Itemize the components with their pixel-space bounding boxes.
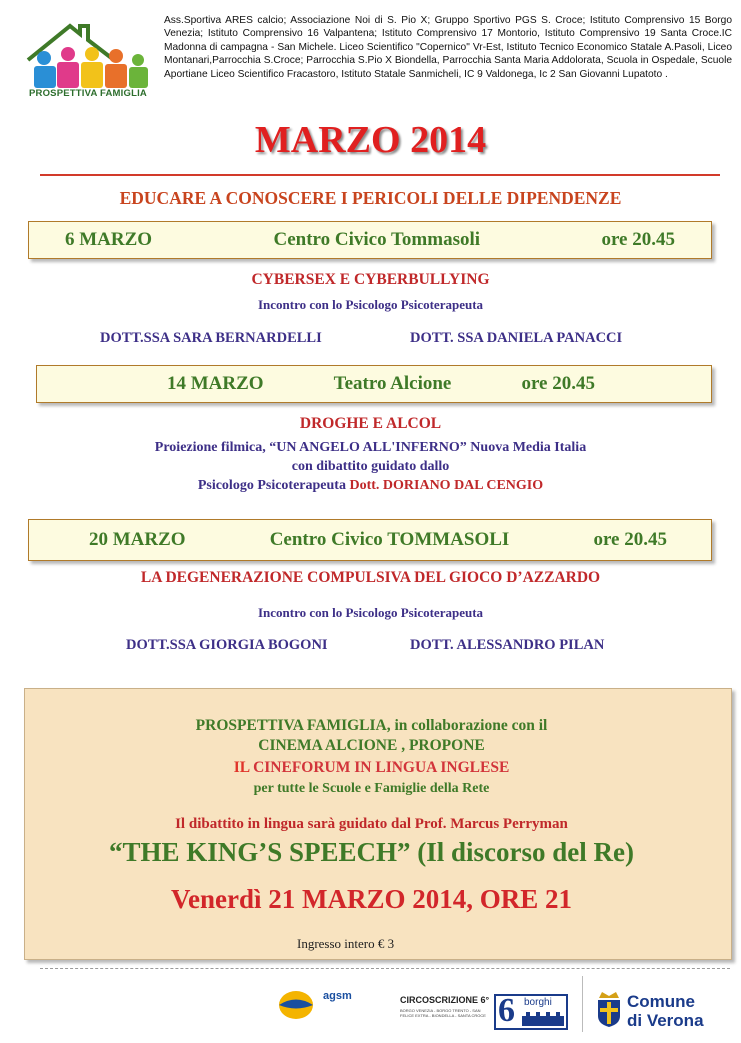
promo-line: PROSPETTIVA FAMIGLIA, in collaborazione con il xyxy=(195,717,548,734)
event-date: 20 MARZO xyxy=(89,529,186,550)
circoscrizione-logo xyxy=(494,994,568,1030)
event-speaker xyxy=(0,478,741,494)
cineforum-box xyxy=(24,688,732,960)
event-meeting: Incontro con lo Psicologo Psicoterapeuta xyxy=(257,605,484,620)
agsm-label: agsm xyxy=(323,990,352,1002)
circoscrizione-title: CIRCOSCRIZIONE 6° xyxy=(400,995,490,1005)
promo-debate: Il dibattito in lingua sarà guidato dal Prof. Marcus Perryman xyxy=(175,816,568,832)
film-title: “THE KING’S SPEECH” (Il discorso del Re) xyxy=(108,837,635,867)
title-divider xyxy=(40,174,720,176)
event-venue: Teatro Alcione xyxy=(333,373,452,394)
comune-city-label: di Verona xyxy=(627,1011,704,1030)
comune-label: Comune xyxy=(627,992,695,1011)
event-time: ore 20.45 xyxy=(593,529,667,550)
promo-line: per tutte le Scuole e Famiglie della Rete xyxy=(253,781,490,796)
speaker-role: Psicologo Psicoterapeuta xyxy=(197,478,350,493)
event-description: con dibattito guidato dallo xyxy=(291,459,450,474)
verona-coat-of-arms-icon xyxy=(596,990,622,1028)
event-box-1 xyxy=(28,221,712,259)
promo-line-prefix: IL xyxy=(233,759,254,776)
ticket-price: Ingresso intero € 3 xyxy=(297,936,395,951)
event-topic: LA DEGENERAZIONE COMPULSIVA DEL GIOCO D’AZZARDO xyxy=(140,569,601,586)
circoscrizione-borghi: borghi xyxy=(524,997,552,1008)
event-doctor: DOTT. ALESSANDRO PILAN xyxy=(410,637,605,653)
page-title: MARZO 2014 xyxy=(254,119,487,161)
screening-date: Venerdì 21 MARZO 2014, ORE 21 xyxy=(170,884,572,914)
event-meeting: Incontro con lo Psicologo Psicoterapeuta xyxy=(257,297,484,312)
promo-line: CINEMA ALCIONE , PROPONE xyxy=(258,737,485,754)
event-time: ore 20.45 xyxy=(521,373,595,394)
promo-line-highlight: CINEFORUM IN LINGUA INGLESE xyxy=(253,759,510,776)
event-doctor: DOTT. SSA DANIELA PANACCI xyxy=(410,330,623,346)
event-box-2 xyxy=(36,365,712,403)
page-subtitle: EDUCARE A CONOSCERE I PERICOLI DELLE DIPENDENZE xyxy=(119,188,622,208)
event-date: 14 MARZO xyxy=(167,373,264,394)
event-venue: Centro Civico TOMMASOLI xyxy=(269,529,510,550)
promo-line xyxy=(1,759,741,777)
event-time: ore 20.45 xyxy=(601,229,675,250)
footer-divider xyxy=(40,968,730,969)
puzzle-figures-icon xyxy=(34,47,148,88)
circoscrizione-subtitle: BORGO VENEZIA - BORGO TRENTO - SAN FELICE EXTRA - BIONDELLA - SANTA CROCE xyxy=(400,1008,486,1018)
agsm-logo-icon xyxy=(276,988,316,1022)
partners-list: Ass.Sportiva ARES calcio; Associazione Noi di S. Pio X; Gruppo Sportivo PGS S. Croce; Istituto Comprensivo 15 Borgo Venezia; Istituto Comprensivo 16 Valpantena; Istituto Comprensivo 17 Montorio, Istituto Comprensivo 19 Santa Croce.IC Madonna di campagna - San Michele. Liceo Scientifico "Copernico" Vr-Est, Istituto Tecnico Economico Statale A.Pasoli, Liceo Montanari,Parrocchia S.Croce; Parrocchia S.Pio X Biondella, Parrocchia Santa Maria Addolorata, Scuola in Ospedale, Scuole Aportiane Liceo Scientifico Fracastoro, Istituto Statale Sanmicheli, IC 9 Valdonega, Ic 2 San Giovanni Lupatoto . xyxy=(164,15,732,80)
footer-separator xyxy=(582,976,583,1032)
castle-icon xyxy=(522,1012,564,1026)
logo-caption: PROSPETTIVA FAMIGLIA xyxy=(28,88,147,99)
event-doctor: DOTT.SSA SARA BERNARDELLI xyxy=(100,330,322,346)
event-venue: Centro Civico Tommasoli xyxy=(273,229,481,250)
event-date: 6 MARZO xyxy=(65,229,153,250)
event-description: Proiezione filmica, “UN ANGELO ALL'INFERNO” Nuova Media Italia xyxy=(154,440,587,455)
event-doctor: DOTT.SSA GIORGIA BOGONI xyxy=(126,637,328,653)
event-box-3 xyxy=(28,519,712,561)
event-topic: CYBERSEX E CYBERBULLYING xyxy=(251,271,490,288)
speaker-name: Dott. DORIANO DAL CENGIO xyxy=(349,478,544,493)
circoscrizione-number: 6 xyxy=(498,992,515,1029)
event-topic: DROGHE E ALCOL xyxy=(299,415,442,432)
